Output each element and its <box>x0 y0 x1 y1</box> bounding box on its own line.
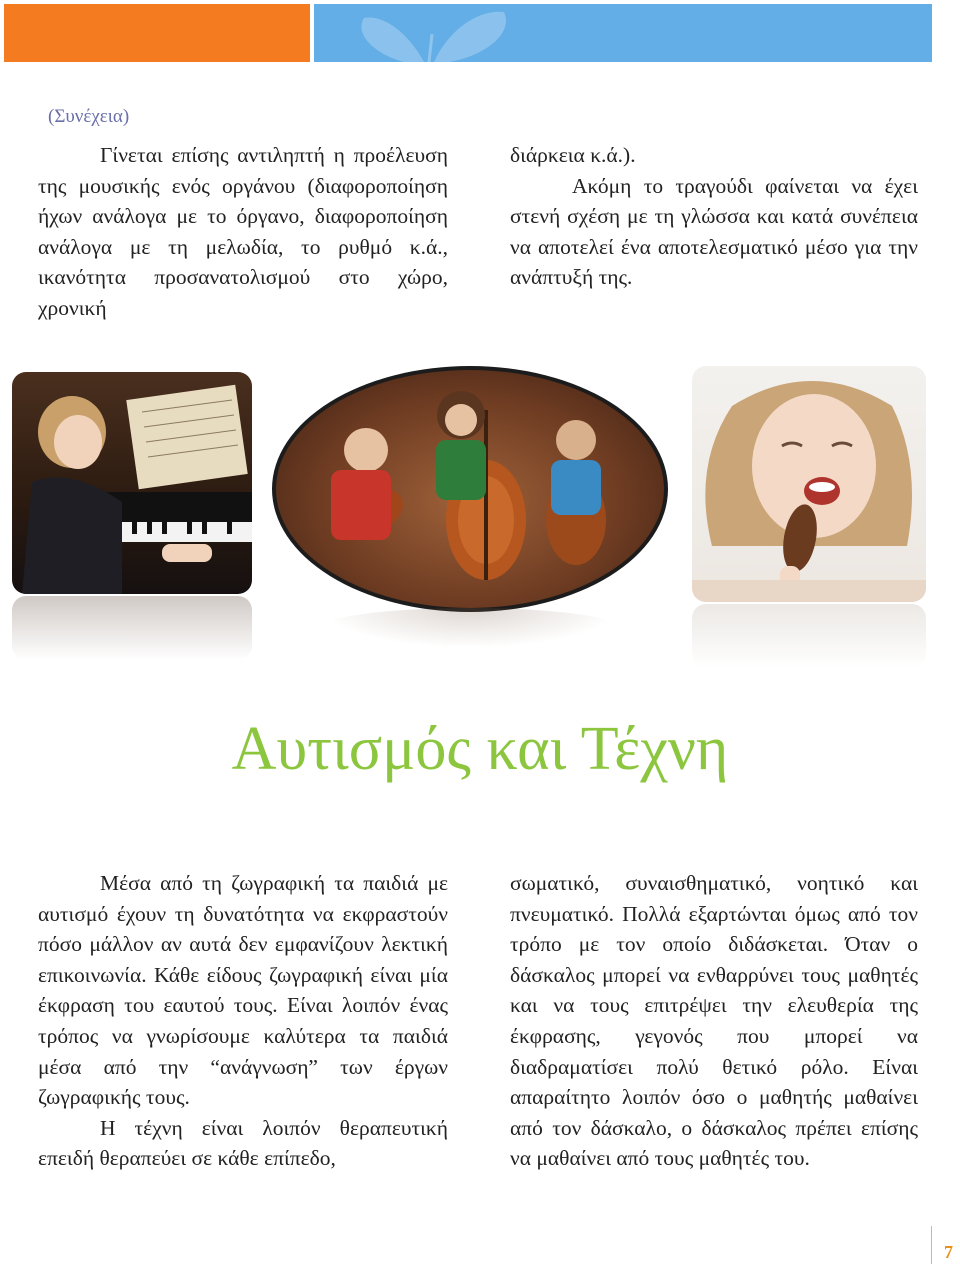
header-blue-bar <box>314 4 932 62</box>
cello-photo-reflection <box>320 608 620 648</box>
section-title: Αυτισμός και Τέχνη <box>231 715 729 783</box>
bottom-left-paragraph-1: Μέσα από τη ζωγραφική τα παιδιά με αυτισμό έχουν τη δυνατότητα να εκφραστούν πόσο μάλλον αν αυτά δεν εμφανίζουν λεκτική επικοινωνία. Κάθε είδους ζωγραφική είναι μία έκφραση του εαυτού τους. Είναι λοιπόν ένας τρόπος να γνωρίσουμε καλύτερα τα παιδιά μέσα από την “ανάγνωση” των έργων ζωγραφικής τους. <box>38 871 448 1110</box>
continued-label: (Συνέχεια) <box>48 106 130 127</box>
top-right-paragraph-1: διάρκεια κ.ά.). <box>510 143 636 167</box>
top-right-column <box>510 140 918 293</box>
singing-photo-reflection <box>692 604 926 668</box>
bottom-left-paragraph-2: Η τέχνη είναι λοιπόν θεραπευτική επειδή θεραπεύει σε κάθε επίπεδο, <box>38 1115 448 1171</box>
page-number: 7 <box>944 1242 953 1262</box>
bottom-right-paragraph: σωματικό, συναισθηματικό, νοητικό και πνευματικό. Πολλά εξαρτώνται όμως από τον τρόπο με τον οποίο διδάσκεται. Όταν ο δάσκαλος μπορεί να ενθαρρύνει τους μαθητές και να τους επιτρέψει την ελευθερία της έκφρασης, γεγονός που μπορεί να διαδραματίσει πολύ θετικό ρόλο. Είναι απαραίτητο λοιπόν όσο ο μαθητής μαθαίνει από τον δάσκαλο, ο δάσκαλος πρέπει επίσης να μαθαίνει από τους μαθητές του. <box>510 871 918 1171</box>
page-number-rule <box>931 1226 932 1264</box>
top-left-column <box>38 140 448 324</box>
bottom-right-column <box>510 868 918 1174</box>
photo-girl-singing-into-hairbrush <box>692 366 926 602</box>
top-right-paragraph-2: Ακόμη το τραγούδι φαίνεται να έχει στενή σχέση με τη γλώσσα και κατά συνέπεια να αποτελεί ένα αποτελεσματικό μέσο για την ανάπτυξή της. <box>510 173 918 290</box>
header-orange-bar <box>4 4 310 62</box>
bottom-left-column <box>38 868 448 1174</box>
piano-photo-reflection <box>12 596 252 660</box>
butterfly-icon <box>354 4 554 62</box>
top-left-paragraph: Γίνεται επίσης αντιληπτή η προέλευση της μουσικής ενός οργάνου (διαφοροποίηση ήχων ανάλογα με το όργανο, διαφοροποίηση ανάλογα με τη μελωδία, το ρυθμό κ.ά., ικανότητα προσανατολισμού στο χώρο, χρονική <box>38 143 448 320</box>
photo-girl-playing-piano <box>12 372 252 594</box>
photo-children-playing-strings <box>272 366 668 612</box>
